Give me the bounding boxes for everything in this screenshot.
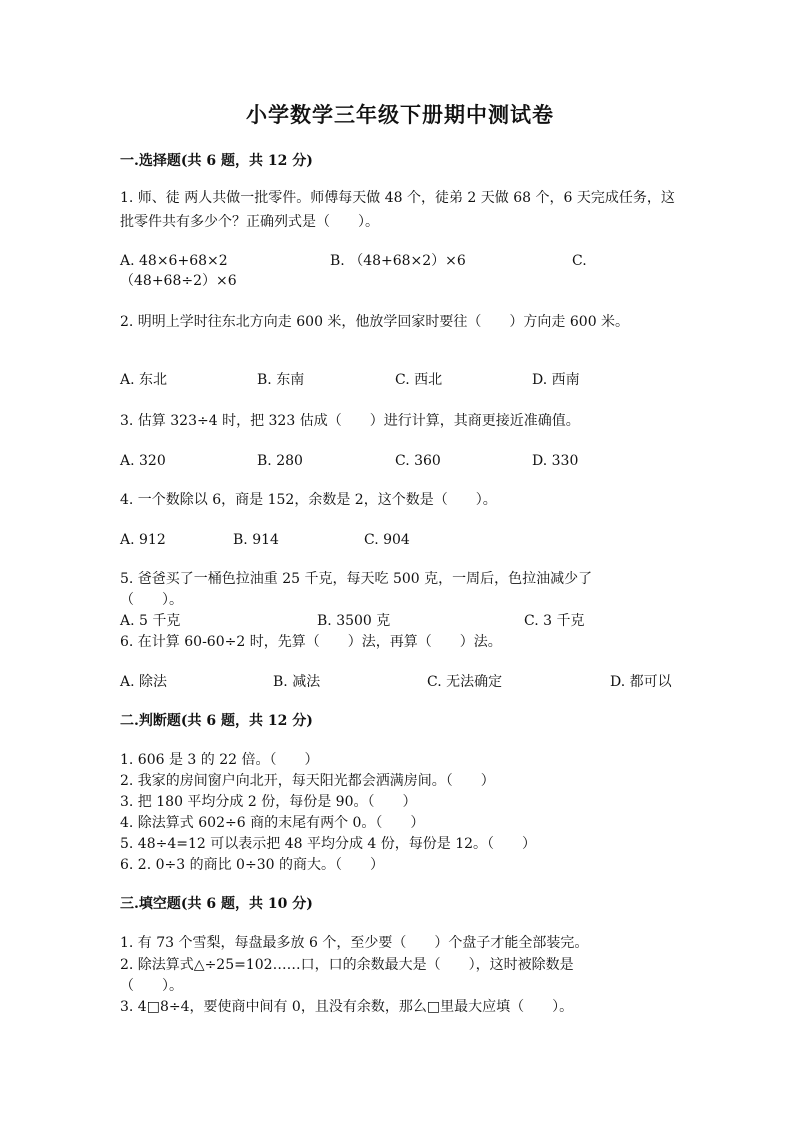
question-text-continued: （ ）。 [120,592,183,608]
list-item: 6. 2. 0÷3 的商比 0÷30 的商大。（ ） [120,857,384,873]
question-text: 6. 在计算 60-60÷2 时，先算（ ）法，再算（ ）法。 [120,634,502,650]
question-text: 3. 估算 323÷4 时，把 323 估成（ ）进行计算，其商更接近准确值。 [120,413,580,429]
list-item: 1. 有 73 个雪梨，每盘最多放 6 个，至少要（ ）个盘子才能全部装完。 [120,935,589,951]
page-title: 小学数学三年级下册期中测试卷 [246,102,554,127]
list-item: 1. 606 是 3 的 22 倍。（ ） [120,752,319,768]
list-item-continued: （ ）。 [120,978,183,994]
option-b: B. 减法 [273,674,321,690]
option-b: B. 3500 克 [317,613,391,629]
list-item: 5. 48÷4=12 可以表示把 48 平均分成 4 份，每份是 12。（ ） [120,836,537,852]
option-d: D. 西南 [532,372,580,388]
question-text: 5. 爸爸买了一桶色拉油重 25 千克，每天吃 500 克，一周后，色拉油减少了 [120,571,593,587]
option-c-continued: （48+68÷2）×6 [120,273,237,289]
section-heading-true-false: 二.判断题(共 6 题，共 12 分) [120,713,313,729]
option-a: A. 5 千克 [120,613,181,629]
list-item: 2. 我家的房间窗户向北开，每天阳光都会洒满房间。（ ） [120,773,495,789]
option-d: D. 330 [532,453,579,469]
section-heading-choice: 一.选择题(共 6 题，共 12 分) [120,153,313,169]
option-c: C. 无法确定 [427,674,503,690]
option-c: C. 西北 [395,372,443,388]
option-a: A. 东北 [120,372,168,388]
option-b: B. 东南 [257,372,305,388]
option-c: C. [572,253,587,269]
option-b: B. 280 [257,453,303,469]
list-item: 2. 除法算式△÷25=102……口，口的余数最大是（ ），这时被除数是 [120,957,574,973]
question-text: 2. 明明上学时往东北方向走 600 米，他放学回家时要往（ ）方向走 600 米。 [120,314,630,330]
option-a: A. 48×6+68×2 [120,253,228,269]
question-text: 1. 师、徒 两人共做一批零件。师傅每天做 48 个，徒弟 2 天做 68 个，6 天完成任务，这批零件共有多少个？正确列式是（ ）。 [120,190,675,230]
option-c: C. 360 [395,453,441,469]
option-c: C. 3 千克 [524,613,585,629]
option-a: A. 320 [120,453,166,469]
option-b: B. 914 [233,532,279,548]
question-text: 4. 一个数除以 6，商是 152，余数是 2，这个数是（ ）。 [120,492,497,508]
option-a: A. 912 [120,532,166,548]
list-item: 3. 把 180 平均分成 2 份，每份是 90。（ ） [120,794,417,810]
option-a: A. 除法 [120,674,168,690]
option-d: D. 都可以 [610,674,672,690]
option-c: C. 904 [364,532,410,548]
list-item: 4. 除法算式 602÷6 商的末尾有两个 0。（ ） [120,815,425,831]
list-item: 3. 4□8÷4，要使商中间有 0，且没有余数，那么□里最大应填（ ）。 [120,999,574,1015]
section-heading-fill-in: 三.填空题(共 6 题，共 10 分) [120,896,313,912]
option-b: B. （48+68×2）×6 [330,253,466,269]
